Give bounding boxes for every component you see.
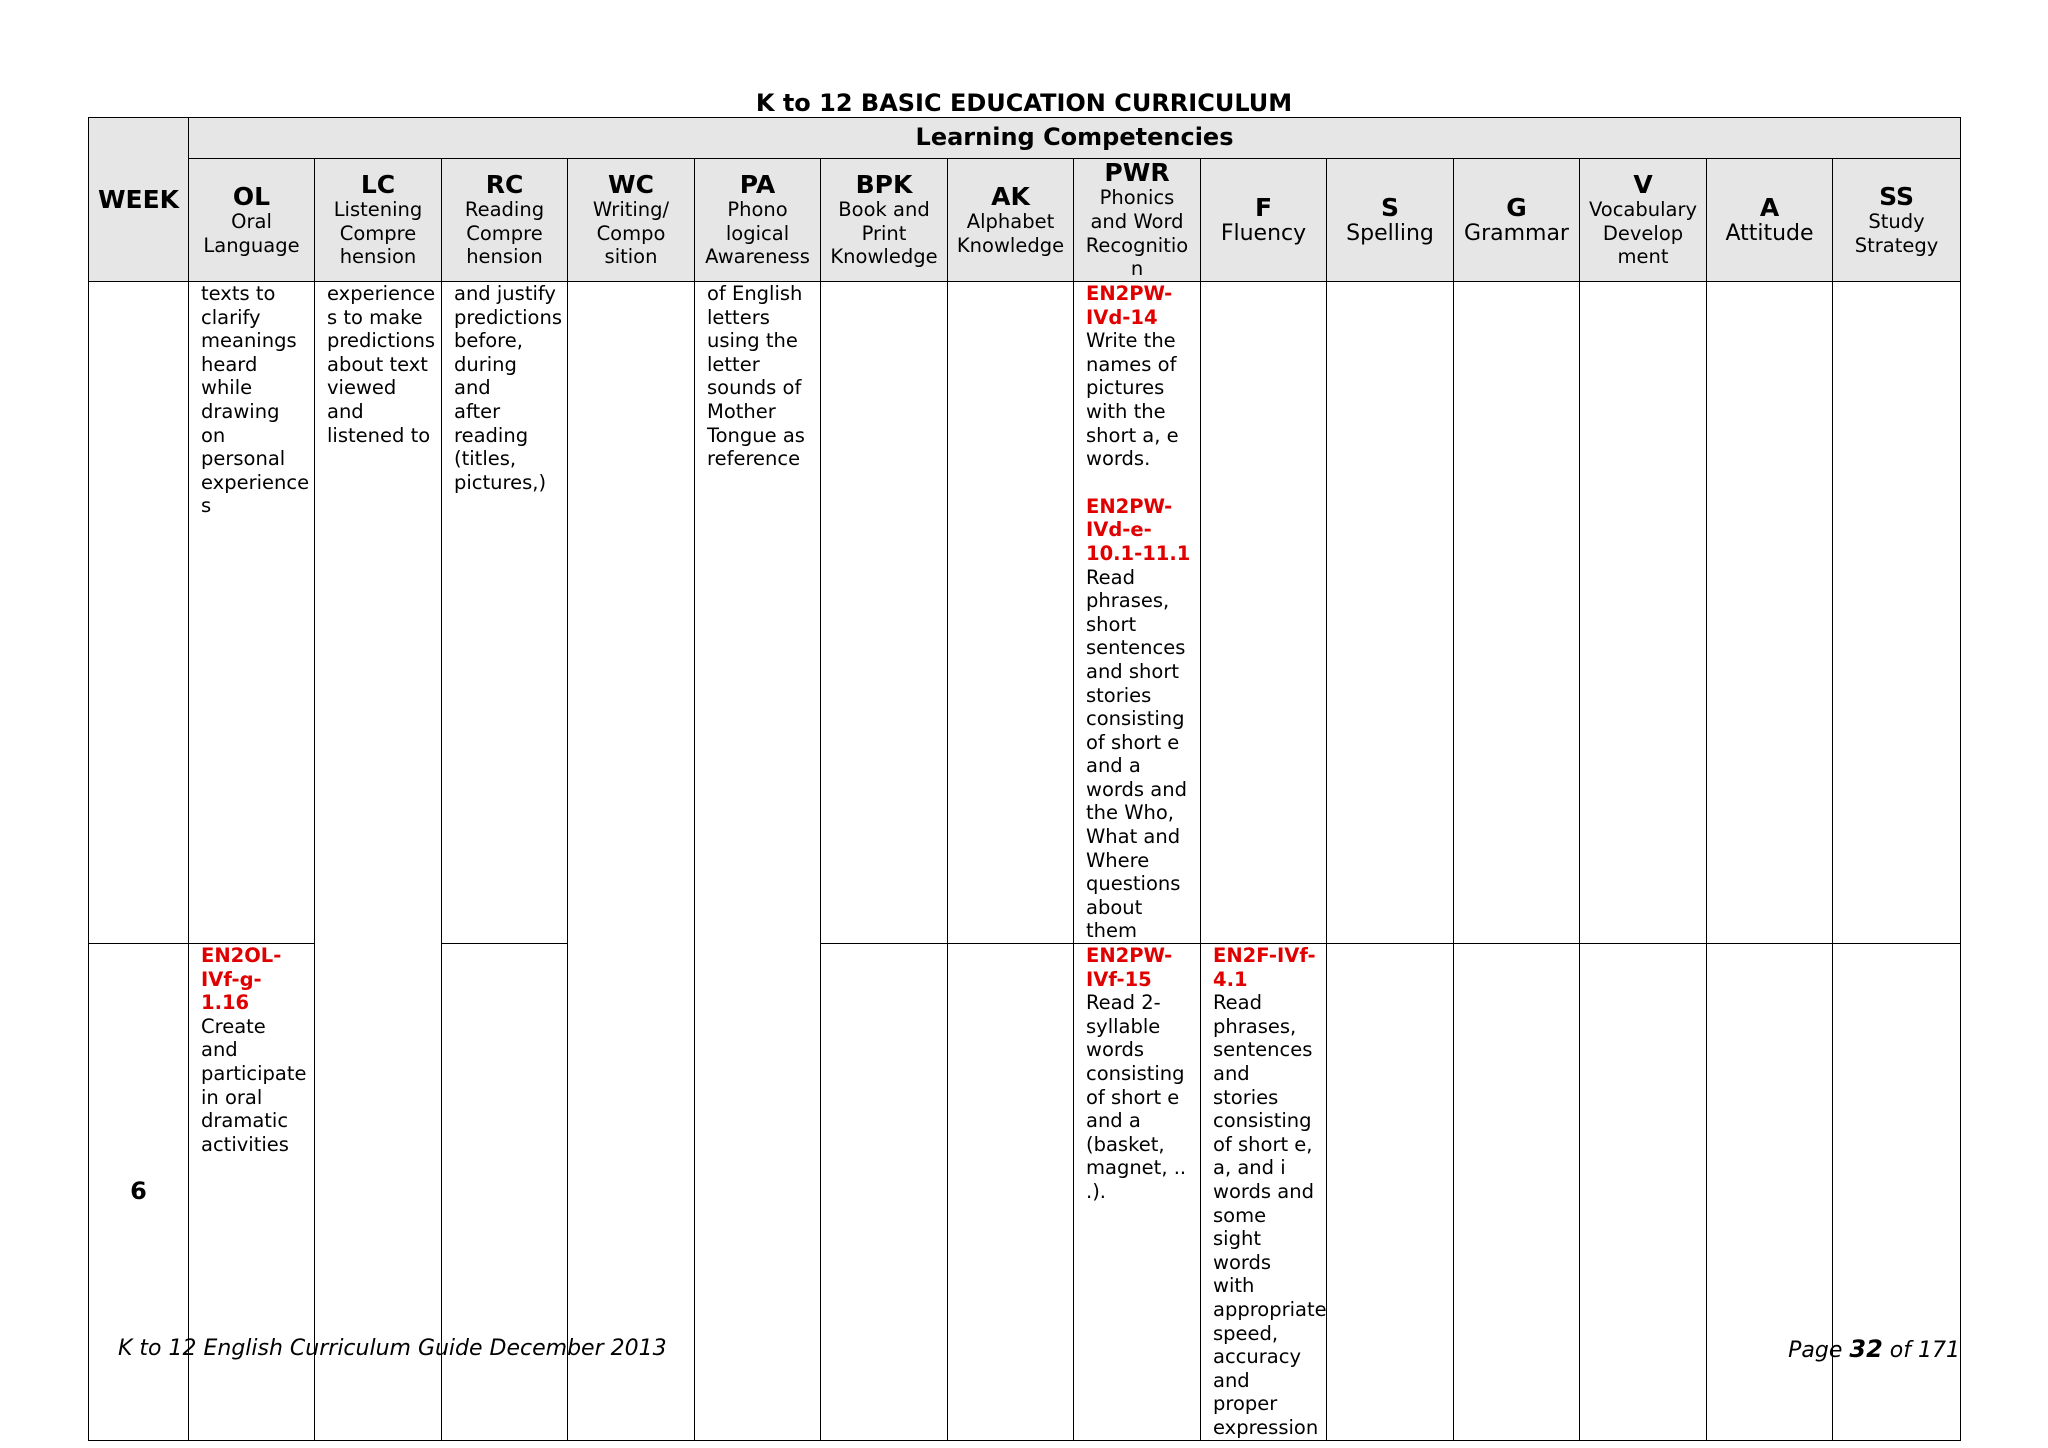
rc-cell — [442, 944, 568, 1440]
f-text-line: Read — [1213, 991, 1262, 1015]
pwr-text-line: magnet, .. — [1086, 1156, 1187, 1180]
column-name-line: Book and — [838, 198, 930, 222]
rc-text-line: pictures,) — [454, 470, 547, 494]
v-cell — [1580, 282, 1707, 944]
f-cell — [1201, 944, 1327, 1440]
pwr-text-line: phrases, — [1086, 589, 1170, 613]
column-name-line: Strategy — [1854, 233, 1939, 257]
lc-text-line: listened to — [327, 423, 431, 447]
pa-text-line: sounds of — [707, 376, 802, 400]
lc-text-line: s to make — [327, 305, 423, 329]
wc-cell — [568, 282, 695, 1441]
pwr-cell — [1074, 944, 1201, 1440]
pwr-competency-text — [1086, 566, 1192, 944]
column-name-line: Awareness — [705, 245, 810, 269]
f-text-line: expression — [1213, 1415, 1319, 1439]
pwr-text-line: pictures — [1086, 376, 1165, 400]
pa-cell — [695, 282, 821, 1441]
ak-cell — [948, 944, 1074, 1440]
footer-page-number — [1788, 1335, 1960, 1365]
lc-text-line: experience — [327, 282, 436, 305]
column-name-line: Listening — [333, 198, 423, 222]
pwr-competency-code-line: IVf-15 — [1086, 967, 1152, 991]
column-name-line: Writing/ — [592, 198, 670, 222]
pwr-competency-code-line: EN2PW- — [1086, 282, 1173, 305]
rc-text-line: predictions — [454, 305, 562, 329]
a-cell — [1707, 282, 1833, 944]
ol-text-line: s — [201, 494, 212, 518]
f-text-line: and stories — [1213, 1062, 1279, 1109]
learning-competencies-header: Learning Competencies — [189, 118, 1961, 159]
column-header-ss — [1833, 159, 1961, 282]
rc-text-line: reading — [454, 423, 529, 447]
column-code: PA — [739, 170, 776, 200]
pwr-text-line: short — [1086, 612, 1137, 636]
pwr-text-line: syllable — [1086, 1014, 1161, 1038]
column-header-s — [1327, 159, 1454, 282]
ol-text-line: texts to — [201, 282, 276, 305]
ol-text-line: dramatic — [201, 1109, 289, 1133]
pwr-text-line: .). — [1086, 1179, 1107, 1203]
pwr-text-line: questions — [1086, 872, 1181, 896]
f-text-line: a, and i — [1213, 1156, 1286, 1180]
f-competency-code-line: EN2F-IVf- — [1213, 944, 1316, 968]
pwr-text-line: short a, e — [1086, 423, 1179, 447]
column-code: G — [1506, 192, 1527, 222]
ol-text-line: participate — [201, 1062, 307, 1085]
ol-competency-code-line: IVf-g- — [201, 967, 262, 991]
pa-text-line: reference — [707, 447, 801, 471]
column-code: LC — [360, 170, 396, 200]
ol-competency-code-line: 1.16 — [201, 991, 250, 1015]
column-header-ol — [189, 159, 315, 282]
column-name-line: Reading — [464, 198, 545, 222]
rc-text-line: and justify — [454, 282, 556, 305]
column-name-line: Grammar — [1464, 220, 1569, 246]
pwr-competency-code-line: IVd-14 — [1086, 305, 1158, 329]
pa-text-line: letter — [707, 352, 760, 376]
column-name-line: Oral — [231, 209, 272, 233]
column-name-line: Develop — [1602, 221, 1684, 245]
column-header-rc — [442, 159, 568, 282]
pwr-text-line: Read — [1086, 565, 1135, 589]
pwr-text-line: sentences — [1086, 636, 1186, 660]
pwr-text-line: the Who, — [1086, 801, 1174, 825]
column-code: SS — [1879, 181, 1914, 211]
pwr-competency-code-line: EN2PW- — [1086, 494, 1173, 518]
column-code: PWR — [1104, 158, 1170, 188]
column-name-line: Compre — [466, 221, 543, 245]
column-name-line: Knowledge — [830, 245, 938, 269]
rc-cell — [442, 282, 568, 944]
column-code: A — [1759, 192, 1780, 222]
item-spacer — [1086, 471, 1192, 495]
pwr-text-line: stories — [1086, 683, 1152, 707]
f-text-line: accuracy — [1213, 1345, 1301, 1369]
column-code: OL — [232, 181, 271, 211]
pwr-competency-code — [1086, 495, 1192, 566]
f-cell — [1201, 282, 1327, 944]
pwr-text-line: and a — [1086, 754, 1141, 778]
f-text-line: consisting — [1213, 1109, 1312, 1133]
ol-competency-code-line: EN2OL- — [201, 944, 282, 968]
rc-text-line: during and — [454, 352, 517, 400]
pwr-competency-code-line: IVd-e- — [1086, 518, 1152, 542]
column-name-line: hension — [339, 245, 417, 269]
ol-text-line: Create and — [201, 1014, 266, 1062]
v-cell — [1580, 944, 1707, 1440]
ol-text-line: activities — [201, 1132, 289, 1156]
ol-text-line: drawing on — [201, 399, 280, 447]
bpk-cell — [821, 944, 948, 1440]
bpk-cell — [821, 282, 948, 944]
document-title: K to 12 BASIC EDUCATION CURRICULUM — [755, 89, 1293, 117]
pwr-text-line: about them — [1086, 895, 1143, 943]
rc-text-line: (titles, — [454, 447, 517, 471]
ak-cell — [948, 282, 1074, 944]
footer-page-suffix: of 171 — [1889, 1338, 1960, 1363]
pwr-text-line: Where — [1086, 848, 1150, 872]
ol-text-line: personal — [201, 447, 286, 471]
pa-text-line: Tongue as — [707, 423, 805, 447]
column-name-line: Compre — [339, 221, 417, 245]
pwr-text-line: and short — [1086, 659, 1179, 683]
column-name-line: Study — [1868, 209, 1925, 233]
ol-cell — [189, 944, 315, 1440]
s-cell — [1327, 282, 1454, 944]
column-name-line: Compo — [596, 221, 666, 245]
pa-text-line: using the — [707, 329, 798, 353]
ol-text-line: clarify — [201, 305, 261, 329]
ol-text-line: experience — [201, 470, 310, 494]
column-header-wc — [568, 159, 695, 282]
f-text-line: words with — [1213, 1250, 1272, 1298]
week-header: WEEK — [89, 118, 189, 282]
s-cell — [1327, 944, 1454, 1440]
pwr-competency-text — [1086, 329, 1192, 471]
column-code: WC — [608, 170, 654, 200]
ol-text-line: heard while — [201, 352, 258, 400]
pwr-cell — [1074, 282, 1201, 944]
table-row — [89, 282, 1961, 944]
g-cell — [1454, 282, 1580, 944]
pwr-text-line: consisting — [1086, 1062, 1185, 1085]
column-name-line: Phono — [727, 198, 788, 222]
g-cell — [1454, 944, 1580, 1440]
column-name-line: n — [1130, 257, 1144, 281]
pwr-competency-code — [1086, 282, 1192, 329]
column-header-ak — [948, 159, 1074, 282]
column-name-line: Knowledge — [956, 233, 1065, 257]
column-name-line: hension — [466, 245, 543, 269]
column-name-line: Fluency — [1220, 220, 1307, 246]
f-text-line: words and — [1213, 1179, 1314, 1203]
pwr-text-line: (basket, — [1086, 1132, 1165, 1156]
pwr-text-line: Read 2- — [1086, 991, 1161, 1015]
ss-cell — [1833, 944, 1961, 1440]
lc-cell — [315, 282, 442, 1441]
column-code: V — [1633, 170, 1653, 200]
column-name-line: Language — [203, 233, 300, 257]
ss-cell — [1833, 282, 1961, 944]
column-header-f — [1201, 159, 1327, 282]
column-header-lc — [315, 159, 442, 282]
rc-text-line: after — [454, 399, 501, 423]
week-number: 6 — [89, 944, 189, 1440]
pwr-text-line: words — [1086, 1038, 1145, 1062]
column-name-line: sition — [604, 245, 658, 269]
column-name-line: Print — [861, 221, 907, 245]
column-header-g — [1454, 159, 1580, 282]
pwr-text-line: of short e — [1086, 730, 1180, 754]
column-name-line: Vocabulary — [1588, 198, 1698, 222]
footer-page-prefix: Page — [1788, 1338, 1843, 1363]
column-code: AK — [991, 181, 1030, 211]
f-competency-code-line: 4.1 — [1213, 967, 1248, 991]
column-header-pwr — [1074, 159, 1201, 282]
column-name-line: Alphabet — [966, 209, 1055, 233]
column-name-line: Spelling — [1346, 220, 1434, 246]
column-header-bpk — [821, 159, 948, 282]
column-name-line: and Word — [1090, 209, 1184, 233]
column-name-line: Recognitio — [1085, 233, 1189, 257]
f-text-line: appropriate — [1213, 1297, 1327, 1321]
pwr-text-line: with the — [1086, 399, 1166, 423]
week-cell — [89, 282, 189, 944]
column-header-a — [1707, 159, 1833, 282]
column-name-line: logical — [725, 221, 790, 245]
f-text-line: sentences — [1213, 1038, 1313, 1062]
pa-text-line: of English — [707, 282, 803, 305]
column-code: F — [1254, 192, 1273, 222]
pwr-text-line: Write the — [1086, 329, 1176, 353]
pwr-text-line: names of — [1086, 352, 1177, 376]
pwr-text-line: of short e — [1086, 1085, 1180, 1109]
pwr-text-line: words. — [1086, 447, 1151, 471]
lc-text-line: about text — [327, 352, 428, 376]
ol-cell — [189, 282, 315, 944]
pwr-competency-code-line: 10.1-11.1 — [1086, 541, 1191, 565]
column-code: RC — [485, 170, 524, 200]
pwr-text-line: and a — [1086, 1109, 1141, 1133]
column-code: BPK — [855, 170, 913, 200]
f-text-line: phrases, — [1213, 1014, 1297, 1038]
lc-text-line: predictions — [327, 329, 435, 353]
column-code: S — [1380, 192, 1399, 222]
column-header-v — [1580, 159, 1707, 282]
lc-text-line: viewed and — [327, 376, 397, 423]
pwr-competency-list — [1074, 282, 1200, 943]
pa-text-line: letters — [707, 305, 770, 329]
column-header-row — [89, 159, 1961, 282]
a-cell — [1707, 944, 1833, 1440]
footer-guide-title: K to 12 English Curriculum Guide December 2013 — [118, 1336, 667, 1361]
pwr-competency-code-line: EN2PW- — [1086, 944, 1173, 968]
f-text-line: of short e, — [1213, 1132, 1313, 1156]
ol-text-line: meanings — [201, 329, 297, 353]
pwr-text-line: words and — [1086, 777, 1187, 801]
column-name-line: Phonics — [1099, 186, 1175, 210]
pwr-text-line: consisting — [1086, 707, 1185, 731]
column-header-pa — [695, 159, 821, 282]
pwr-text-line: What and — [1086, 825, 1181, 849]
column-name-line: Attitude — [1725, 220, 1814, 246]
pa-text-line: Mother — [707, 399, 776, 423]
f-text-line: speed, — [1213, 1321, 1279, 1345]
f-text-line: and proper — [1213, 1368, 1278, 1416]
curriculum-table — [88, 117, 1961, 1441]
rc-text-line: before, — [454, 329, 523, 353]
f-text-line: some sight — [1213, 1203, 1267, 1251]
column-name-line: ment — [1617, 245, 1669, 269]
footer-page-current: 32 — [1849, 1335, 1883, 1363]
ol-text-line: in oral — [201, 1085, 263, 1109]
